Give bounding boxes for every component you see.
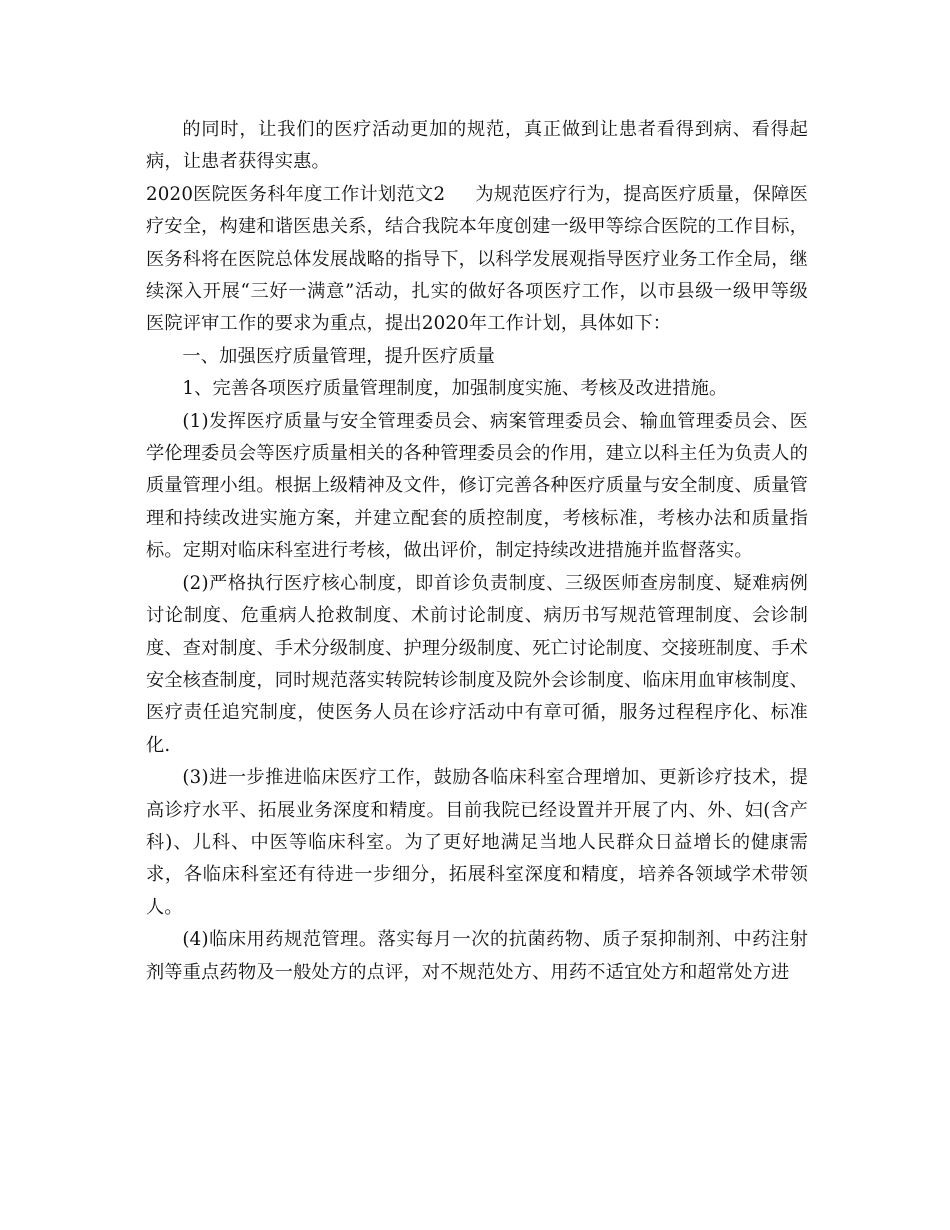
paragraph-plan-intro (146, 179, 808, 341)
document-page (146, 114, 808, 989)
paragraph-item-2: (2)严格执行医疗核心制度，即首诊负责制度、三级医师查房制度、疑难病例讨论制度、危重病人抢救制度、术前讨论制度、病历书写规范管理制度、会诊制度、查对制度、手术分级制度、护理分级制度、死亡讨论制度、交接班制度、手术安全核查制度，同时规范落实转院转诊制度及院外会诊制度、临床用血审核制度、医疗责任追究制度，使医务人员在诊疗活动中有章可循，服务过程程序化、标准化. (146, 572, 808, 756)
section-title: 2020医院医务科年度工作计划范文2 (146, 183, 446, 205)
paragraph-item-3: (3)进一步推进临床医疗工作，鼓励各临床科室合理增加、更新诊疗技术，提高诊疗水平、拓展业务深度和精度。目前我院已经设置并开展了内、外、妇(含产科)、儿科、中医等临床科室。为了更好地满足当地人民群众日益增长的健康需求，各临床科室还有待进一步细分，拓展科室深度和精度，培养各领域学术带领人。 (146, 767, 808, 918)
intro-text: 为规范医疗行为，提高医疗质量，保障医疗安全，构建和谐医患关系，结合我院本年度创建一级甲等综合医院的工作目标，医务科将在医院总体发展战略的指导下，以科学发展观指导医疗业务工作全局，继续深入开展“三好一满意”活动，扎实的做好各项医疗工作，以市县级一级甲等级医院评审工作的要求为重点，提出2020年工作计划，具体如下： (146, 183, 808, 335)
subheading-improve-system: 1、完善各项医疗质量管理制度，加强制度实施、考核及改进措施。 (182, 378, 728, 400)
paragraph-item-1: (1)发挥医疗质量与安全管理委员会、病案管理委员会、输血管理委员会、医学伦理委员会等医疗质量相关的各种管理委员会的作用，建立以科主任为负责人的质量管理小组。根据上级精神及文件，修订完善各种医疗质量与安全制度、质量管理和持续改进实施方案，并建立配套的质控制度，考核标准，考核办法和质量指标。定期对临床科室进行考核，做出评价，制定持续改进措施并监督落实。 (146, 410, 808, 562)
heading-quality-management: 一、加强医疗质量管理，提升医疗质量 (182, 345, 495, 367)
paragraph-item-4: (4)临床用药规范管理。落实每月一次的抗菌药物、质子泵抑制剂、中药注射剂等重点药物及一般处方的点评，对不规范处方、用药不适宜处方和超常处方进 (146, 929, 808, 983)
paragraph-continuation: 的同时，让我们的医疗活动更加的规范，真正做到让患者看得到病、看得起病，让患者获得实惠。 (146, 119, 808, 173)
